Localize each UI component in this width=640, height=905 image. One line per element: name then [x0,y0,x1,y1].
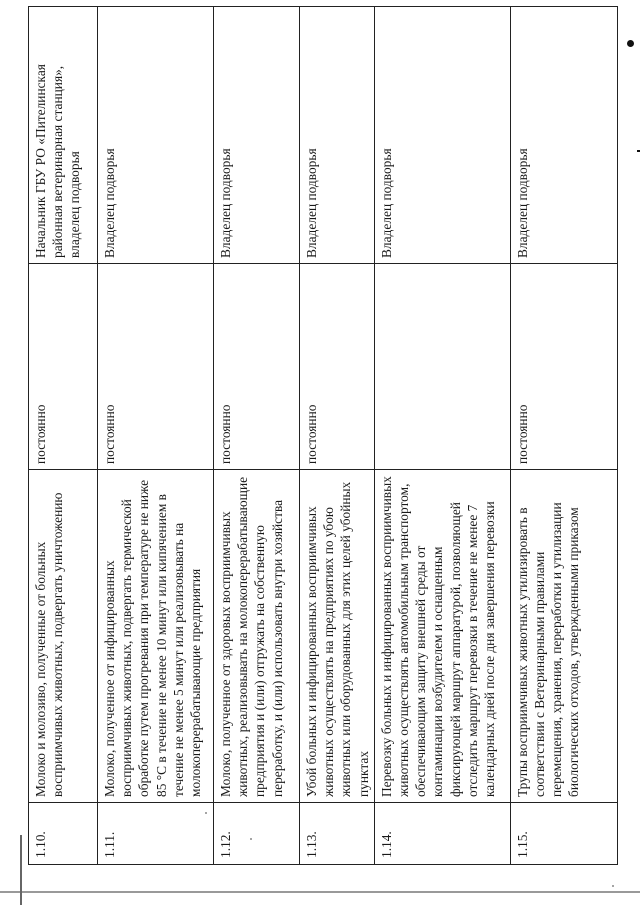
row-number: 1.14. [374,803,510,865]
measures-table [28,6,618,865]
measure-text: Молоко, полученное от инфицированных восприимчивых животных, подвергать термической обработке путем прогревания при температуре не ниже 85 °С в течение не менее 10 минут или кипячением в течение не менее 5 минут или реализовывать на молокоперерабатывающие предприятия [98,470,214,803]
term-cell: постоянно [29,264,98,470]
table-row [98,7,214,865]
row-number: 1.13. [300,803,375,865]
measure-text: Молоко, полученное от здоровых восприимчивых животных, реализовывать на молокоперерабатывающие предприятия и (или) отгружать на собственную переработку, и (или) использовать внутри хозяйства [214,470,300,803]
measure-text: Трупы восприимчивых животных утилизировать в соответствии с Ветеринарными правилами перемещения, хранения, переработки и утилизации биологических отходов, утвержденными приказом [510,470,617,803]
responsible-cell: Владелец подворья [374,7,510,264]
term-cell: постоянно [98,264,214,470]
responsible-cell: Владелец подворья [98,7,214,264]
measure-text: Молоко и молозиво, полученные от больных восприимчивых животных, подвергать уничтожению [29,470,98,803]
term-cell [374,264,510,470]
row-number: 1.11. [98,803,214,865]
measure-text: Убой больных и инфицированных восприимчивых животных осуществлять на предприятиях по убою животных или оборудованных для этих целей убойных пунктах [300,470,375,803]
scan-artifact [627,40,634,47]
table-row [374,7,510,865]
term-cell: постоянно [214,264,300,470]
row-number: 1.10. [29,803,98,865]
scan-speck [205,812,207,814]
term-cell: постоянно [510,264,617,470]
scan-edge-line [20,835,22,905]
term-cell: постоянно [300,264,375,470]
row-number: 1.12. [214,803,300,865]
scan-speck [612,885,614,887]
table-row [214,7,300,865]
row-number: 1.15. [510,803,617,865]
table-row [29,7,98,865]
table-row [300,7,375,865]
responsible-cell: Владелец подворья [510,7,617,264]
measure-text: Перевозку больных и инфицированных восприимчивых животных осуществлять автомобильным транспортом, обеспечивающим защиту внешней среды от контаминации возбудителем и оснащенным фиксирующей маршрут аппаратурой, позволяющей отследить маршрут перевозки в течение не менее 7 календарных дней после дня завершения перевозки [374,470,510,803]
responsible-cell: Владелец подворья [214,7,300,264]
responsible-cell: Начальник ГБУ РО «Пителинская районная ветеринарная станция», владелец подворья [29,7,98,264]
table-row [510,7,617,865]
scan-edge-line [0,891,640,893]
scan-speck [250,838,252,840]
responsible-cell: Владелец подворья [300,7,375,264]
